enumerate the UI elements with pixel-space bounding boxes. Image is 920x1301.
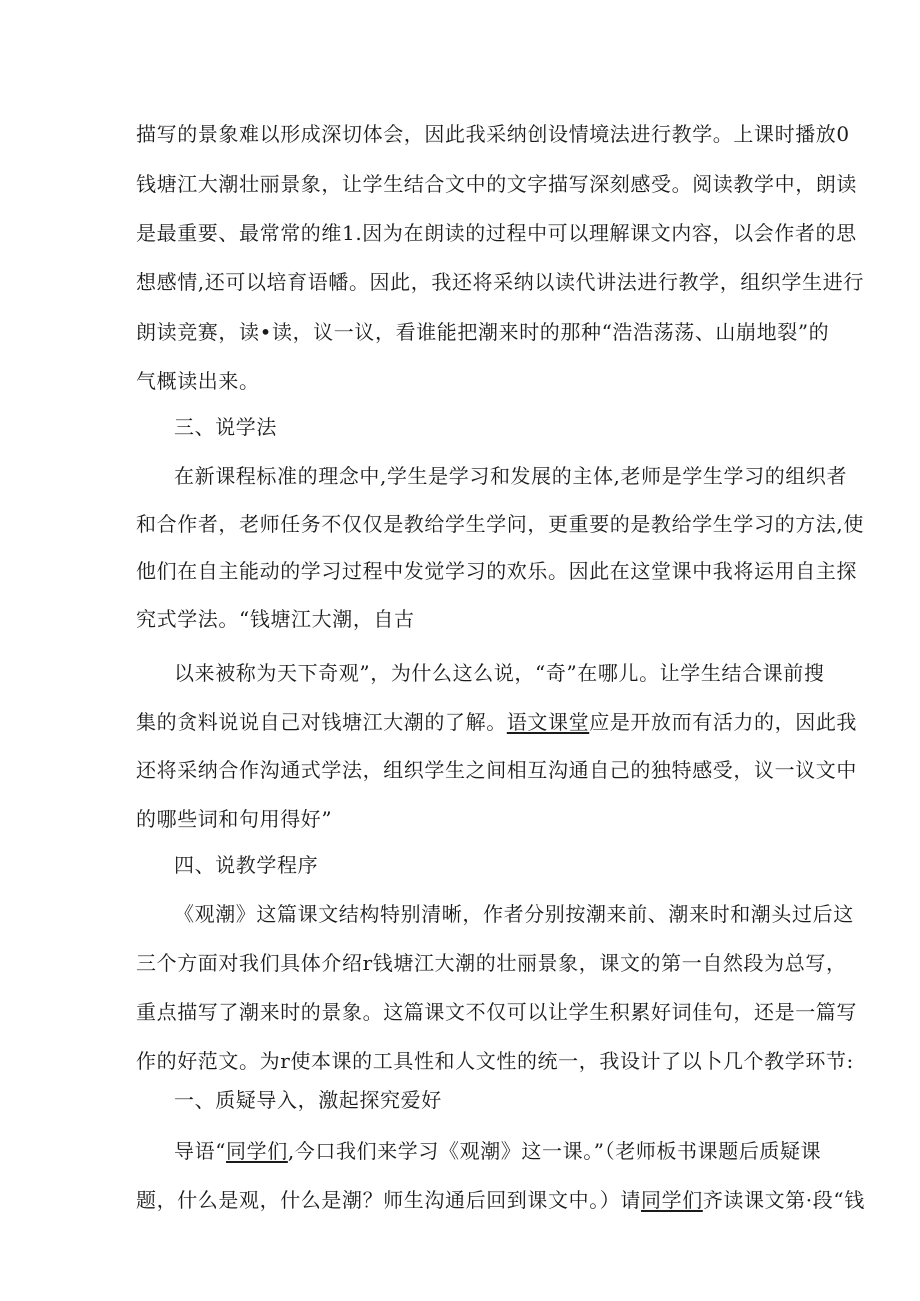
text-span: 齐读课文第·段“钱 — [702, 1188, 865, 1212]
text-span: 题，什么是观，什么是潮？师生沟通后回到课文中。）请 — [136, 1188, 641, 1212]
paragraph-line: 究式学法。“钱塘江大潮，自古 — [136, 607, 415, 631]
paragraph-line: 还将采纳合作沟通式学法，组织学生之间相互沟通自己的独特感受，议一议文中 — [136, 758, 857, 782]
paragraph-line: 在新课程标准的理念中,学生是学习和发展的主体,老师是学生学习的组织者 — [174, 464, 848, 488]
paragraph-line: 作的好范文。为r使本课的工具性和人文性的统一，我设计了以卜几个教学环节: — [136, 1049, 854, 1073]
section-heading-4: 四、说教学程序 — [174, 853, 319, 877]
paragraph-line: 三个方面对我们具体介绍r钱塘江大潮的壮丽景象，课文的第一自然段为总写， — [136, 951, 847, 975]
paragraph-line: 以来被称为天下奇观”，为什么这么说，“奇”在哪儿。让学生结合课前搜 — [174, 661, 825, 685]
paragraph-line: 想感情,还可以培育语幡。因此，我还将采纳以读代讲法进行教学，组织学生进行 — [136, 270, 864, 294]
paragraph-line — [136, 708, 858, 736]
paragraph-line — [136, 1186, 865, 1214]
section-heading-3: 三、说学法 — [174, 415, 277, 439]
paragraph-line: 气概读出来。 — [136, 369, 260, 393]
paragraph-line — [174, 1137, 834, 1165]
paragraph-line: 《观潮》这篇课文结构特别清晰，作者分别按潮来前、潮来时和潮头过后这 — [174, 902, 854, 926]
paragraph-line: 他们在自主能动的学习过程中发觉学习的欢乐。因此在这堂课中我将运用自主探 — [136, 559, 857, 583]
paragraph-line: 重点描写了潮来时的景象。这篇课文不仅可以让学生积累好词佳句，还是一篇写 — [136, 1000, 857, 1024]
link-students[interactable]: 同学们 — [226, 1139, 288, 1163]
text-span: ,今口我们来学习《观潮》这一课。”（老师板书课题后质疑课 — [287, 1139, 822, 1163]
paragraph-line: 描写的景象难以形成深切体会，因此我采纳创设情境法进行教学。上课时播放0 — [136, 122, 850, 146]
link-chinese-class[interactable]: 语文课堂 — [506, 710, 590, 734]
paragraph-line: 钱塘江大潮壮丽景象，让学生结合文中的文字描写深刻感受。阅读教学中，朗读 — [136, 172, 857, 196]
paragraph-line: 和合作者，老师任务不仅仅是教给学生学问，更重要的是教给学生学习的方法,使 — [136, 512, 864, 536]
text-span: 导语“ — [174, 1139, 227, 1163]
paragraph-line: 是最重要、最常常的维1.因为在朗读的过程中可以理解课文内容，以会作者的思 — [136, 221, 857, 245]
subsection-heading-1: 一、质疑导入，激起探究爱好 — [174, 1088, 442, 1112]
paragraph-line: 的哪些词和句用得好” — [136, 807, 333, 831]
text-span: 集的贪料说说自己对钱塘江大潮的了解。 — [136, 710, 507, 734]
link-students[interactable]: 同学们 — [641, 1188, 703, 1212]
text-span: 应是开放而有活力的，因此我 — [589, 710, 858, 734]
paragraph-line: 朗读竞赛，读•读，议一议，看谁能把潮来时的那种“浩浩荡荡、山崩地裂”的 — [136, 320, 830, 344]
